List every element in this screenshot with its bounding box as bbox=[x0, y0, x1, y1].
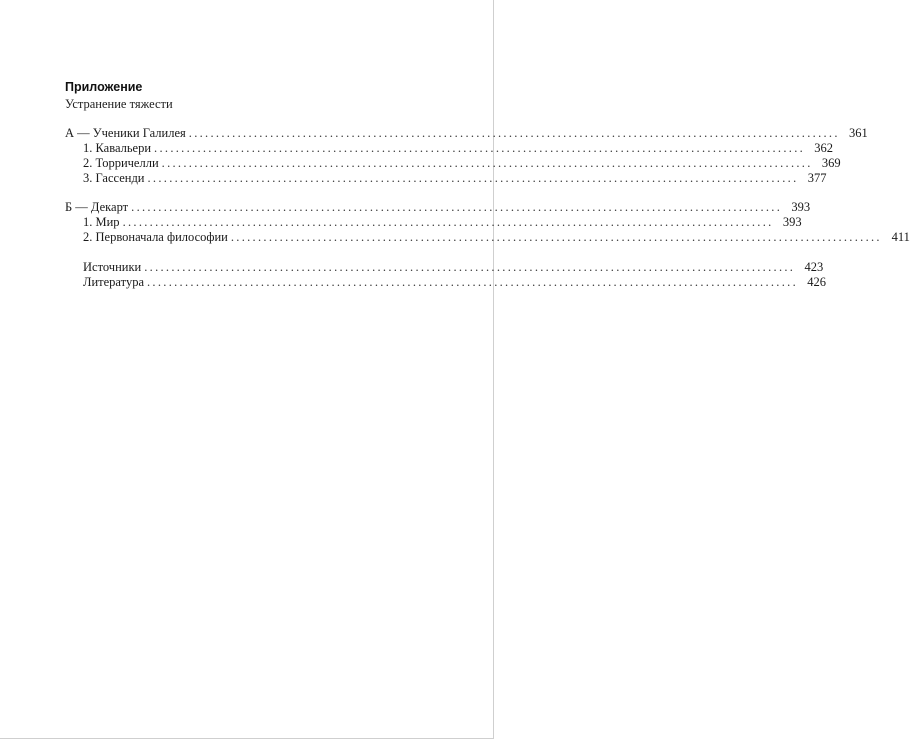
toc-entry-label: 2. Торричелли bbox=[83, 156, 159, 170]
toc-page-number: 377 bbox=[807, 171, 827, 185]
toc-entry-label: А — Ученики Галилея bbox=[65, 126, 186, 140]
dot-leader: ........................................................................................................................ bbox=[161, 156, 813, 170]
dot-leader: ........................................................................................................................ bbox=[230, 230, 882, 244]
toc-entry[interactable] bbox=[83, 156, 841, 171]
toc-page-number: 362 bbox=[814, 141, 834, 155]
toc-entry[interactable] bbox=[83, 230, 910, 245]
toc-entry-label: Источники bbox=[83, 260, 142, 274]
dot-leader: ........................................................................................................................ bbox=[188, 126, 840, 140]
appendix-subheading: Устранение тяжести bbox=[65, 97, 173, 111]
toc-entry-label: 2. Первоначала философии bbox=[83, 230, 228, 244]
toc-entry[interactable] bbox=[83, 141, 834, 156]
toc-page-number: 423 bbox=[804, 260, 824, 274]
dot-leader: ........................................................................................................................ bbox=[131, 200, 783, 214]
toc-entry[interactable] bbox=[83, 171, 827, 186]
dot-leader: ........................................................................................................................ bbox=[144, 260, 796, 274]
toc-entry[interactable] bbox=[83, 215, 802, 230]
toc-entry-label: 1. Кавальери bbox=[83, 141, 152, 155]
dot-leader: ........................................................................................................................ bbox=[147, 171, 799, 185]
toc-page-number: 361 bbox=[849, 126, 868, 140]
dot-leader: ........................................................................................................................ bbox=[122, 215, 774, 229]
appendix-heading: Приложение bbox=[65, 80, 143, 94]
toc-page-number: 393 bbox=[782, 215, 802, 229]
toc-entry-label: 1. Мир bbox=[83, 215, 120, 229]
toc-entry[interactable] bbox=[65, 126, 868, 141]
toc-page-number: 411 bbox=[891, 230, 910, 244]
dot-leader: ........................................................................................................................ bbox=[147, 275, 798, 289]
dot-leader: ........................................................................................................................ bbox=[154, 141, 806, 155]
toc-entry[interactable] bbox=[83, 260, 824, 275]
toc-entry[interactable] bbox=[65, 200, 811, 215]
toc-entry[interactable] bbox=[83, 275, 826, 290]
toc-page-number: 393 bbox=[791, 200, 811, 214]
toc-entry-label: Литература bbox=[83, 275, 144, 289]
toc-page-number: 369 bbox=[821, 156, 841, 170]
toc-entry-label: Б — Декарт bbox=[65, 200, 129, 214]
toc-page-number: 426 bbox=[807, 275, 826, 289]
toc-entry-label: 3. Гассенди bbox=[83, 171, 145, 185]
